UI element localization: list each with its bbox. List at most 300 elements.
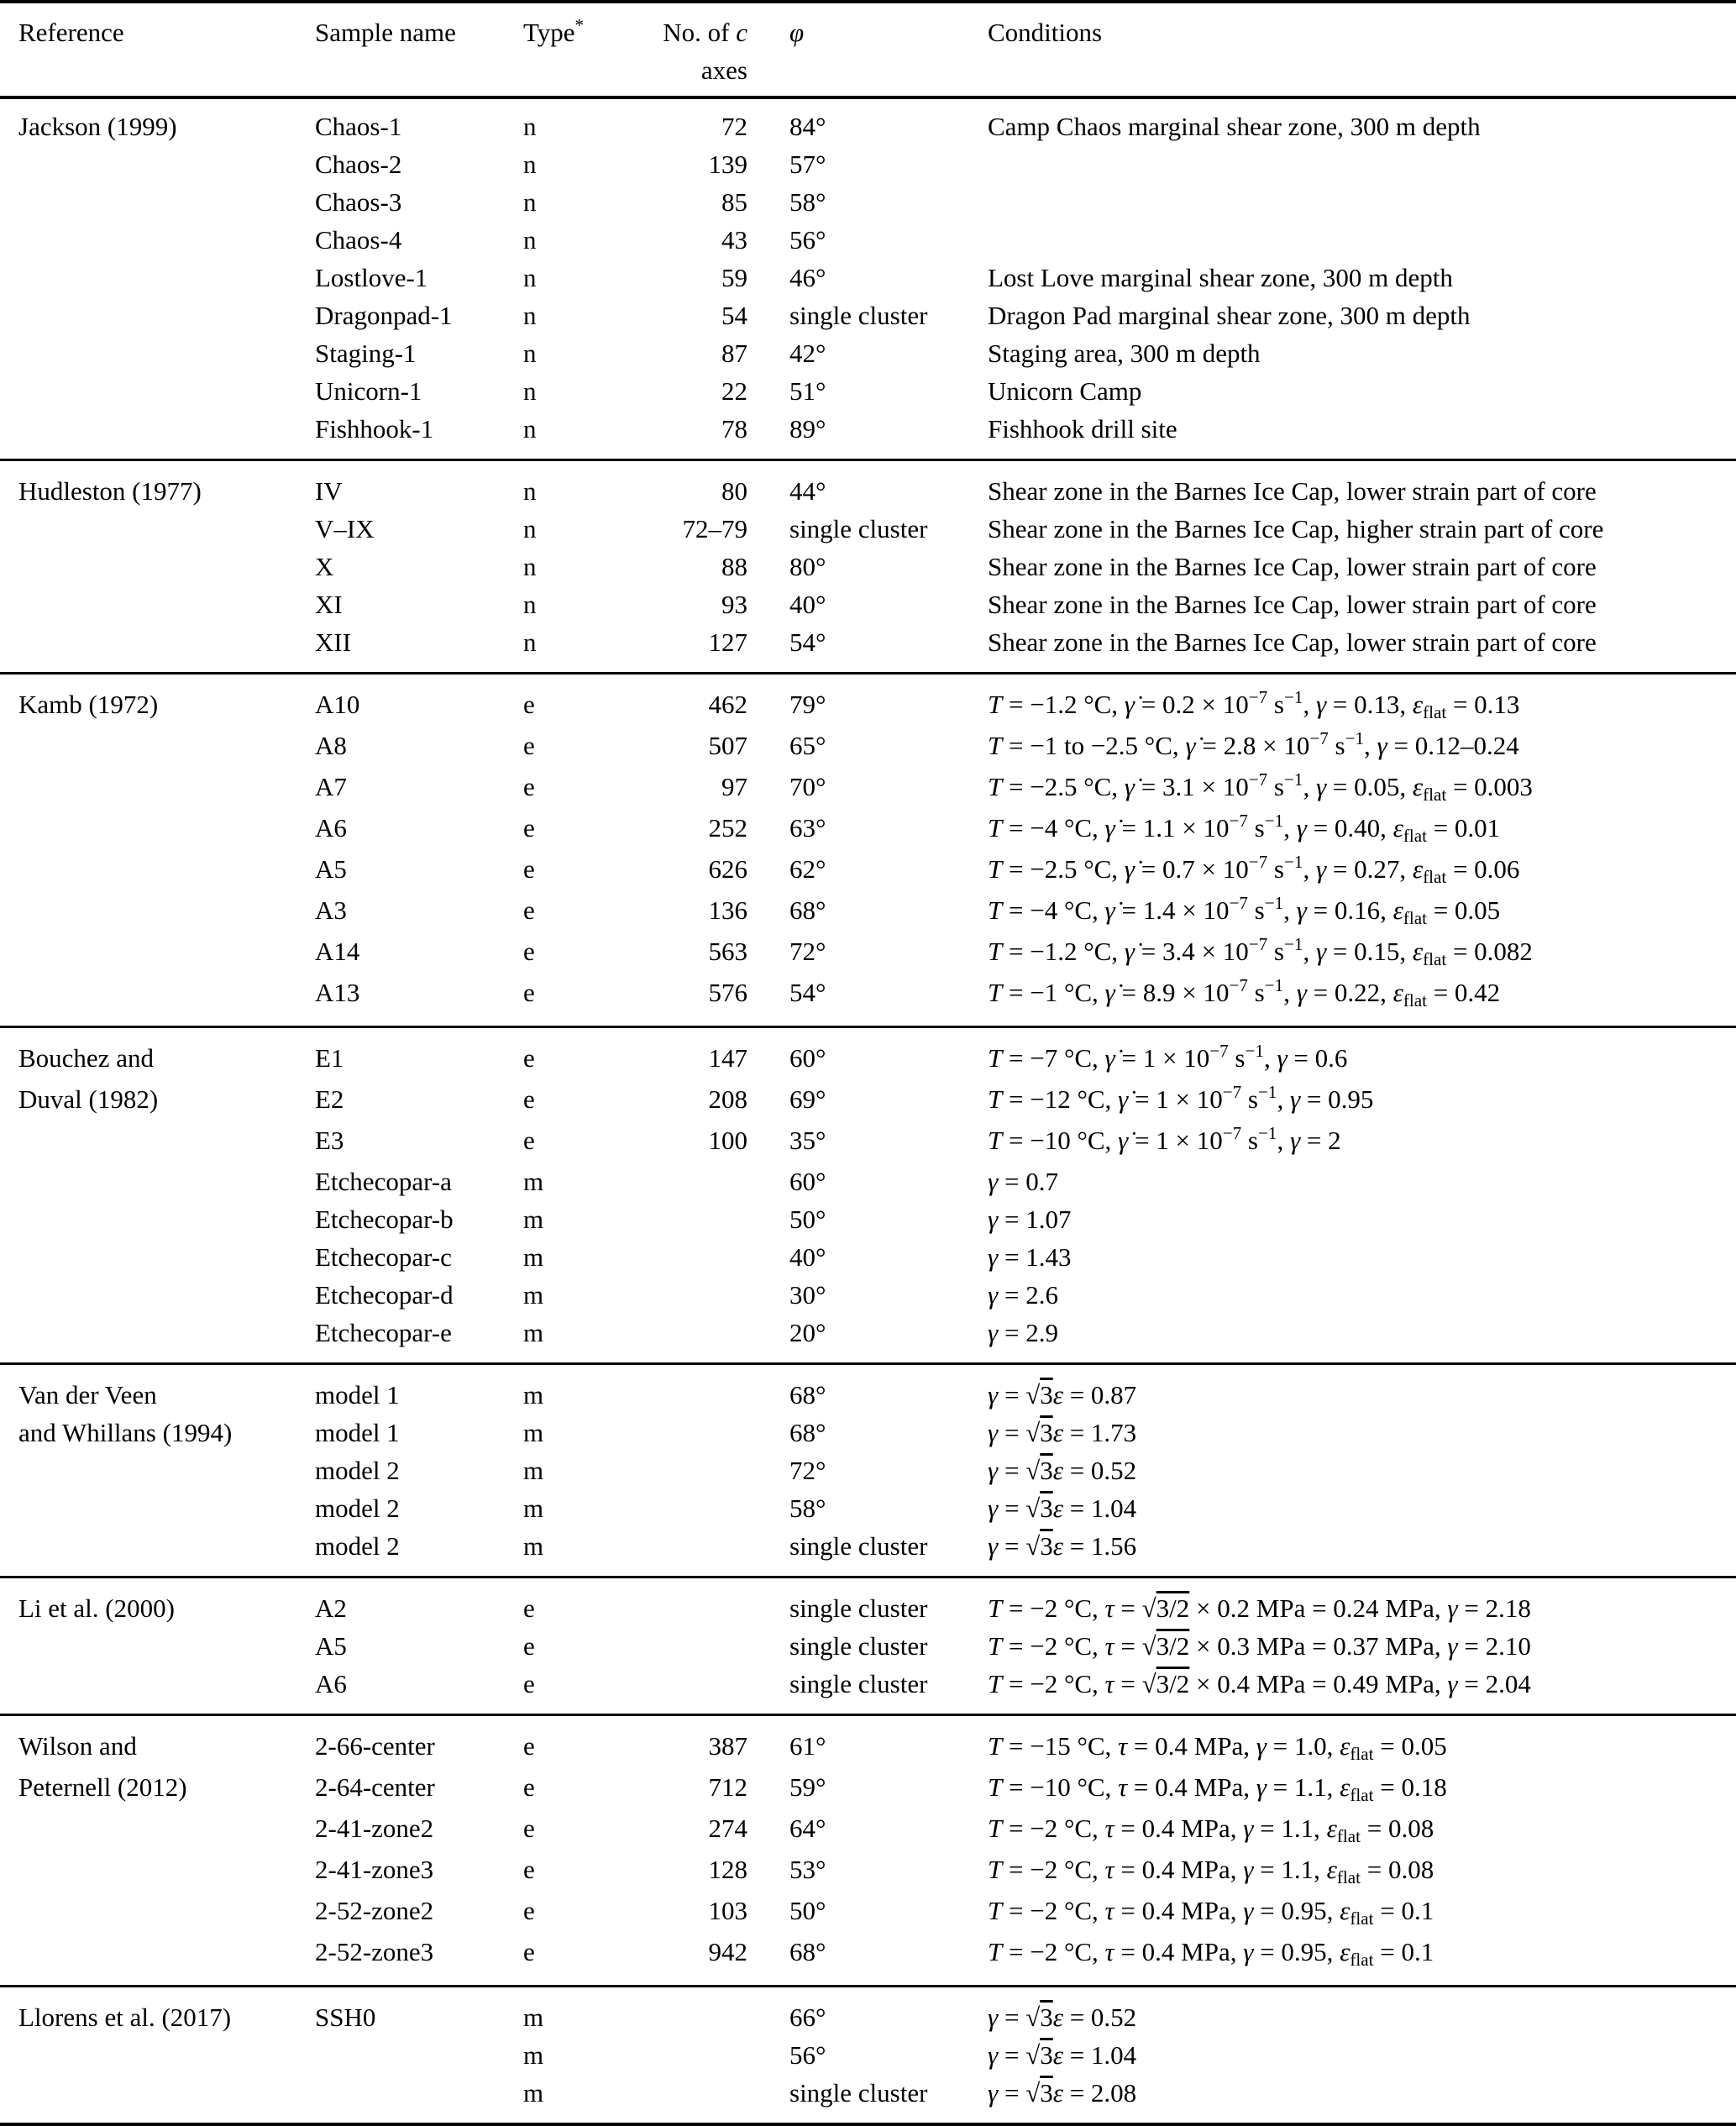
cell-phi: 40° — [789, 590, 826, 619]
cell-sample-name: XII — [315, 627, 352, 657]
cell-phi: 72° — [789, 937, 826, 966]
cell-sample-name: IV — [315, 460, 523, 511]
cell-reference — [0, 548, 315, 585]
table-row — [0, 623, 1736, 674]
table-row — [0, 221, 1736, 259]
cell-phi: 51° — [789, 376, 826, 406]
cell-sample-name: Chaos-1 — [315, 112, 402, 141]
cell-reference — [0, 334, 315, 372]
cell-n-axes: 72 — [721, 112, 747, 141]
table-row — [0, 548, 1736, 585]
cell-phi: 64° — [789, 1814, 826, 1843]
column-header-sample-name: Sample name — [315, 2, 523, 97]
cell-phi: 56° — [789, 225, 826, 255]
cell-reference — [0, 259, 315, 297]
cell-sample-name: A5 — [315, 854, 347, 884]
cell-n-axes: 100 — [708, 1126, 747, 1155]
cell-conditions: Fishhook drill site — [988, 414, 1177, 444]
sqrt-radical: √3 — [1025, 1531, 1053, 1561]
cell-n-axes: 59 — [721, 263, 747, 292]
cell-reference — [0, 1850, 315, 1892]
cell-type: e — [523, 937, 535, 966]
cell-conditions: T = −2 °C, τ = 0.4 MPa, γ = 1.1, $\varepsilon_{flat} = 0.08$ — [988, 1855, 1434, 1887]
cell-sample-name: 2-52-zone2 — [315, 1896, 434, 1925]
cell-type: m — [523, 1456, 544, 1485]
cell-type: e — [523, 1896, 535, 1925]
cell-reference — [0, 1314, 315, 1364]
cell-sample-name: XI — [315, 590, 343, 619]
cell-conditions: T = −2 °C, τ = √3/2 × 0.2 MPa = 0.24 MPa, γ = 2.18 — [988, 1577, 1736, 1628]
cell-type: m — [523, 1318, 544, 1347]
cell-type: m — [523, 2040, 544, 2070]
table-row — [0, 974, 1736, 1027]
table-row — [0, 891, 1736, 932]
cell-phi: 68° — [789, 1937, 826, 1966]
cell-phi: 60° — [789, 1167, 826, 1196]
cell-type: m — [523, 1418, 544, 1447]
column-header-conditions: Conditions — [988, 2, 1736, 97]
cell-reference: Hudleston (1977) — [0, 460, 315, 511]
cell-sample-name: E2 — [315, 1084, 344, 1114]
cell-phi: single cluster — [789, 1631, 928, 1661]
table-row — [0, 1238, 1736, 1276]
cell-reference — [0, 891, 315, 932]
cell-sample-name: A6 — [315, 813, 347, 843]
cell-n-axes — [644, 1200, 747, 1238]
table-row — [0, 1768, 1736, 1809]
table-row — [0, 1414, 1736, 1451]
cell-conditions: γ = 1.07 — [988, 1205, 1072, 1234]
cell-phi: 54° — [789, 978, 826, 1007]
cell-conditions: γ = √3ε = 1.04 — [988, 2040, 1137, 2070]
cell-reference: Jackson (1999) — [18, 112, 177, 141]
column-header-n-axes — [644, 2, 747, 97]
cell-reference — [0, 1163, 315, 1200]
cell-reference: Van der Veen — [0, 1364, 315, 1415]
table-row — [0, 1489, 1736, 1527]
cell-reference — [0, 2074, 315, 2124]
cell-sample-name: 2-52-zone3 — [315, 1937, 434, 1966]
cell-phi: 70° — [789, 772, 826, 801]
cell-type: n — [523, 376, 537, 406]
cell-sample-name: A8 — [315, 731, 347, 760]
cell-phi: 61° — [747, 1715, 988, 1769]
table-row — [0, 1933, 1736, 1987]
cell-phi: 80° — [789, 552, 826, 581]
cell-n-axes: 576 — [708, 978, 747, 1007]
cell-n-axes: 80 — [644, 460, 747, 511]
cell-conditions: Shear zone in the Barnes Ice Cap, lower strain part of core — [988, 627, 1597, 657]
cell-n-axes — [644, 1627, 747, 1665]
cell-reference — [0, 2036, 315, 2074]
cell-n-axes: 88 — [721, 552, 747, 581]
cell-type: n — [523, 339, 537, 368]
table-row — [0, 259, 1736, 297]
cell-conditions — [988, 221, 1736, 259]
cell-conditions: T = −7 °C, γ̇ = $1 \times 10^{-7}$ $s^{-1}$, γ = 0.6 — [988, 1027, 1736, 1081]
table-row — [0, 1809, 1736, 1850]
cell-reference — [0, 297, 315, 334]
table-row — [0, 1200, 1736, 1238]
cell-n-axes: 85 — [721, 187, 747, 217]
cell-reference — [0, 145, 315, 183]
cell-conditions: Shear zone in the Barnes Ice Cap, lower strain part of core — [988, 552, 1597, 581]
cell-conditions: T = −1 to −2.5 °C, γ̇ = $2.8 \times 10^{-7}$ $s^{-1}$, γ = 0.12–0.24 — [988, 728, 1519, 760]
cell-conditions: γ = √3ε = 1.04 — [988, 1493, 1137, 1523]
cell-n-axes: 274 — [708, 1814, 747, 1843]
cell-reference: Duval (1982) — [18, 1084, 159, 1114]
cell-reference — [0, 850, 315, 891]
cell-sample-name: A5 — [315, 1631, 347, 1661]
column-header-phi: φ — [747, 2, 988, 97]
sqrt-radical: √3 — [1025, 1418, 1053, 1447]
cell-reference — [0, 372, 315, 410]
cell-conditions: γ = 2.6 — [988, 1280, 1058, 1310]
cell-n-axes: 97 — [721, 772, 747, 801]
table-row — [0, 1121, 1736, 1163]
cell-conditions: T = −2.5 °C, γ̇ = $0.7 \times 10^{-7}$ $s^{-1}$, γ = 0.27, $\varepsilon_{flat} = 0.06$ — [988, 852, 1520, 887]
table-row — [0, 2074, 1736, 2124]
cell-type: e — [523, 854, 535, 884]
sqrt-radical: √3/2 — [1141, 1631, 1190, 1661]
cell-sample-name: 2-66-center — [315, 1715, 523, 1769]
cell-phi: 20° — [789, 1318, 826, 1347]
cell-sample-name: Chaos-2 — [315, 150, 402, 179]
cell-type: m — [523, 1167, 544, 1196]
cell-type: e — [523, 1669, 535, 1698]
cell-reference: Bouchez and — [0, 1027, 315, 1081]
cell-type: e — [523, 1084, 535, 1114]
cell-type: m — [523, 1987, 644, 2037]
table-row — [0, 145, 1736, 183]
table-row — [0, 1577, 1736, 1628]
cell-phi: 65° — [789, 731, 826, 760]
cell-n-axes: 54 — [721, 301, 747, 330]
cell-n-axes: 136 — [708, 895, 747, 925]
cell-conditions: Dragon Pad marginal shear zone, 300 m depth — [988, 301, 1471, 330]
cell-n-axes: 507 — [708, 731, 747, 760]
cell-reference: Li et al. (2000) — [0, 1577, 315, 1628]
cell-n-axes — [644, 1276, 747, 1314]
cell-sample-name: Staging-1 — [315, 339, 417, 368]
cell-phi: 50° — [789, 1896, 826, 1925]
cell-type: n — [523, 590, 537, 619]
cell-sample-name: A3 — [315, 895, 347, 925]
cell-reference — [0, 932, 315, 974]
cell-conditions: T = −4 °C, γ̇ = $1.4 \times 10^{-7}$ $s^{-1}$, γ = 0.16, $\varepsilon_{flat} = 0.05$ — [988, 893, 1501, 928]
cell-type: n — [523, 150, 537, 179]
cell-reference — [0, 727, 315, 768]
cell-conditions: γ = √3ε = 1.73 — [988, 1418, 1137, 1447]
cell-phi: 40° — [789, 1242, 826, 1272]
table-body — [0, 97, 1736, 2124]
cell-type: e — [523, 1772, 535, 1802]
cell-n-axes — [644, 1163, 747, 1200]
cell-n-axes: 252 — [708, 813, 747, 843]
cell-sample-name: model 1 — [315, 1364, 523, 1415]
cell-type: e — [523, 1715, 644, 1769]
cell-phi: 53° — [789, 1855, 826, 1884]
cell-conditions — [988, 183, 1736, 221]
cell-reference — [0, 768, 315, 809]
cell-reference: Kamb (1972) — [0, 674, 315, 727]
cell-n-axes — [644, 1364, 747, 1415]
table-row — [0, 1527, 1736, 1577]
cell-sample-name: E3 — [315, 1126, 344, 1155]
cell-type: e — [523, 674, 644, 727]
cell-conditions: T = −2 °C, τ = √3/2 × 0.3 MPa = 0.37 MPa, γ = 2.10 — [988, 1631, 1531, 1661]
cell-type: m — [523, 1242, 544, 1272]
cell-sample-name: V–IX — [315, 514, 375, 543]
cell-phi: 89° — [789, 414, 826, 444]
sqrt-radical: √3/2 — [1141, 1593, 1190, 1623]
cell-type: e — [523, 1855, 535, 1884]
cell-phi: 66° — [747, 1987, 988, 2037]
cell-conditions: T = −10 °C, γ̇ = $1 \times 10^{-7}$ $s^{-1}$, γ = 2 — [988, 1123, 1341, 1155]
cell-n-axes: 127 — [708, 627, 747, 657]
cell-reference — [0, 1238, 315, 1276]
cell-sample-name: A2 — [315, 1577, 523, 1628]
n-axes-header-line1: No. of c — [663, 18, 747, 47]
cell-phi: single cluster — [789, 301, 928, 330]
cell-reference — [0, 1892, 315, 1933]
cell-phi: 62° — [789, 854, 826, 884]
cell-sample-name: Unicorn-1 — [315, 376, 422, 406]
cell-conditions: T = −15 °C, τ = 0.4 MPa, γ = 1.0, $\varepsilon_{flat} = 0.05$ — [988, 1715, 1736, 1769]
table-row — [0, 334, 1736, 372]
cell-phi: single cluster — [747, 1577, 988, 1628]
cell-sample-name: Chaos-4 — [315, 225, 402, 255]
table-row — [0, 1987, 1736, 2037]
cell-n-axes — [644, 2074, 747, 2124]
table-row — [0, 183, 1736, 221]
cell-phi: 35° — [789, 1126, 826, 1155]
cell-n-axes — [644, 1414, 747, 1451]
cell-type: e — [523, 772, 535, 801]
cell-sample-name: A10 — [315, 674, 523, 727]
cell-type: m — [523, 1205, 544, 1234]
cell-type: n — [523, 627, 537, 657]
cell-type: n — [523, 112, 537, 141]
sqrt-radical: √3 — [1025, 1456, 1053, 1485]
table-row — [0, 674, 1736, 727]
cell-type: e — [523, 978, 535, 1007]
cell-reference — [0, 1200, 315, 1238]
cell-phi: 58° — [789, 187, 826, 217]
cell-type: e — [523, 1126, 535, 1155]
cell-type: n — [523, 225, 537, 255]
cell-sample-name: A7 — [315, 772, 347, 801]
cell-conditions: Camp Chaos marginal shear zone, 300 m depth — [988, 112, 1481, 141]
cell-type: n — [523, 552, 537, 581]
cell-n-axes: 712 — [708, 1772, 747, 1802]
table-row — [0, 1627, 1736, 1665]
sqrt-radical: √3 — [1025, 2078, 1053, 2108]
cell-sample-name: 2-64-center — [315, 1772, 435, 1802]
cell-reference — [0, 623, 315, 674]
cell-phi: single cluster — [789, 2078, 928, 2108]
cell-n-axes — [644, 1665, 747, 1715]
table-header — [0, 2, 1736, 97]
cell-phi: 69° — [789, 1084, 826, 1114]
cell-reference — [0, 1627, 315, 1665]
cell-sample-name: Etchecopar-c — [315, 1242, 452, 1272]
cell-reference: Peternell (2012) — [18, 1772, 187, 1802]
cell-n-axes: 43 — [721, 225, 747, 255]
sqrt-radical: √3 — [1025, 2003, 1053, 2032]
table-row — [0, 768, 1736, 809]
cell-conditions: γ = √3ε = 0.87 — [988, 1364, 1736, 1415]
cell-conditions: T = −2 °C, τ = √3/2 × 0.4 MPa = 0.49 MPa, γ = 2.04 — [988, 1669, 1531, 1698]
cell-type: m — [523, 1364, 644, 1415]
cell-phi: 30° — [789, 1280, 826, 1310]
table-row — [0, 1451, 1736, 1489]
cell-n-axes: 22 — [721, 376, 747, 406]
cell-type: n — [523, 301, 537, 330]
cell-reference — [0, 221, 315, 259]
cell-n-axes: 87 — [721, 339, 747, 368]
cell-sample-name: X — [315, 552, 334, 581]
cell-n-axes: 128 — [708, 1855, 747, 1884]
cell-type: e — [523, 895, 535, 925]
table-row — [0, 97, 1736, 145]
cell-sample-name: E1 — [315, 1027, 523, 1081]
table-row — [0, 809, 1736, 850]
cell-conditions: γ = √3ε = 0.52 — [988, 1987, 1736, 2037]
cell-conditions: T = −2 °C, τ = 0.4 MPa, γ = 1.1, $\varepsilon_{flat} = 0.08$ — [988, 1814, 1434, 1846]
cell-n-axes: 387 — [644, 1715, 747, 1769]
table-row — [0, 932, 1736, 974]
cell-conditions: T = −4 °C, γ̇ = $1.1 \times 10^{-7}$ $s^{-1}$, γ = 0.40, $\varepsilon_{flat} = 0.01$ — [988, 811, 1501, 846]
cell-type: e — [523, 1631, 535, 1661]
cell-sample-name: model 2 — [315, 1456, 400, 1485]
cell-phi: 50° — [789, 1205, 826, 1234]
cell-conditions: γ = √3ε = 1.56 — [988, 1531, 1137, 1561]
column-header-type: Type* — [523, 2, 644, 97]
cell-type: e — [523, 731, 535, 760]
cell-reference — [0, 1276, 315, 1314]
cell-sample-name: A6 — [315, 1669, 347, 1698]
cell-conditions: T = −10 °C, τ = 0.4 MPa, γ = 1.1, $\varepsilon_{flat} = 0.18$ — [988, 1772, 1447, 1805]
cell-conditions: γ = √3ε = 0.52 — [988, 1456, 1137, 1485]
cell-n-axes: 563 — [708, 937, 747, 966]
cell-sample-name: model 1 — [315, 1418, 400, 1447]
cell-phi: 54° — [789, 627, 826, 657]
cell-type: n — [523, 514, 537, 543]
table-row — [0, 585, 1736, 623]
table-row — [0, 410, 1736, 460]
cell-type: e — [523, 1027, 644, 1081]
table-row — [0, 1364, 1736, 1415]
cell-phi: single cluster — [789, 1669, 928, 1698]
sqrt-radical: √3 — [1025, 1493, 1053, 1523]
cell-n-axes: 626 — [708, 854, 747, 884]
table-row — [0, 850, 1736, 891]
cell-n-axes — [644, 1489, 747, 1527]
table-row — [0, 297, 1736, 334]
cell-sample-name: 2-41-zone2 — [315, 1814, 434, 1843]
cell-conditions: T = −2.5 °C, γ̇ = $3.1 \times 10^{-7}$ $s^{-1}$, γ = 0.05, $\varepsilon_{flat} = 0.003$ — [988, 769, 1533, 805]
cell-sample-name — [315, 2074, 523, 2124]
cell-conditions: γ = 1.43 — [988, 1242, 1072, 1272]
cell-conditions: T = −12 °C, γ̇ = $1 \times 10^{-7}$ $s^{-1}$, γ = 0.95 — [988, 1082, 1374, 1114]
table-row — [0, 1715, 1736, 1769]
cell-phi: 63° — [789, 813, 826, 843]
cell-type: m — [523, 1493, 544, 1523]
cell-conditions: γ = 0.7 — [988, 1167, 1058, 1196]
cell-phi: 84° — [789, 112, 826, 141]
cell-n-axes: 462 — [644, 674, 747, 727]
table-row — [0, 1080, 1736, 1121]
cell-phi: 57° — [789, 150, 826, 179]
cell-n-axes: 93 — [721, 590, 747, 619]
cell-reference — [0, 1451, 315, 1489]
cell-reference — [0, 510, 315, 548]
cell-reference — [0, 183, 315, 221]
cell-reference — [0, 809, 315, 850]
cell-sample-name: Chaos-3 — [315, 187, 402, 217]
cell-n-axes: 103 — [708, 1896, 747, 1925]
cell-reference: and Whillans (1994) — [18, 1418, 233, 1447]
cell-conditions: T = −1.2 °C, γ̇ = $3.4 \times 10^{-7}$ $s^{-1}$, γ = 0.15, $\varepsilon_{flat} = 0.082$ — [988, 934, 1533, 969]
cell-sample-name — [315, 2036, 523, 2074]
cell-sample-name: Fishhook-1 — [315, 414, 434, 444]
cell-sample-name: model 2 — [315, 1531, 400, 1561]
cell-sample-name: A13 — [315, 978, 360, 1007]
cell-reference — [0, 410, 315, 460]
cell-n-axes: 72–79 — [682, 514, 747, 543]
cell-conditions: Unicorn Camp — [988, 376, 1142, 406]
cell-sample-name: model 2 — [315, 1493, 400, 1523]
cell-reference — [0, 1665, 315, 1715]
header-row — [0, 2, 1736, 97]
table-row — [0, 1276, 1736, 1314]
cell-conditions: T = −2 °C, τ = 0.4 MPa, γ = 0.95, $\varepsilon_{flat} = 0.1$ — [988, 1937, 1434, 1970]
cell-phi: 42° — [789, 339, 826, 368]
cell-sample-name: Lostlove-1 — [315, 263, 428, 292]
cell-reference — [0, 585, 315, 623]
cell-n-axes: 147 — [644, 1027, 747, 1081]
cell-sample-name: Etchecopar-a — [315, 1167, 452, 1196]
cell-sample-name: Etchecopar-d — [315, 1280, 454, 1310]
table-row — [0, 1314, 1736, 1364]
cell-reference — [0, 1527, 315, 1577]
cell-phi: 79° — [747, 674, 988, 727]
cell-n-axes: 139 — [708, 150, 747, 179]
cell-n-axes — [644, 1527, 747, 1577]
cell-phi: 58° — [789, 1493, 826, 1523]
sqrt-radical: √3 — [1025, 1380, 1053, 1409]
cell-reference — [0, 974, 315, 1027]
cell-reference — [0, 1121, 315, 1163]
cell-phi: 60° — [747, 1027, 988, 1081]
cell-conditions: Shear zone in the Barnes Ice Cap, lower strain part of core — [988, 590, 1597, 619]
cell-n-axes: 942 — [708, 1937, 747, 1966]
cell-reference — [0, 1933, 315, 1987]
cell-conditions: T = −1.2 °C, γ̇ = $0.2 \times 10^{-7}$ $s^{-1}$, γ = 0.13, $\varepsilon_{flat} = 0.13$ — [988, 674, 1736, 727]
cell-sample-name: Etchecopar-e — [315, 1318, 452, 1347]
cell-reference: Wilson and — [0, 1715, 315, 1769]
cell-n-axes — [644, 2036, 747, 2074]
cell-type: m — [523, 2078, 544, 2108]
cell-phi: single cluster — [789, 1531, 928, 1561]
cell-phi: 56° — [789, 2040, 826, 2070]
cell-sample-name: Etchecopar-b — [315, 1205, 454, 1234]
table-row — [0, 1850, 1736, 1892]
cell-phi: 68° — [747, 1364, 988, 1415]
sqrt-radical: √3/2 — [1141, 1669, 1190, 1698]
table-row — [0, 1027, 1736, 1081]
